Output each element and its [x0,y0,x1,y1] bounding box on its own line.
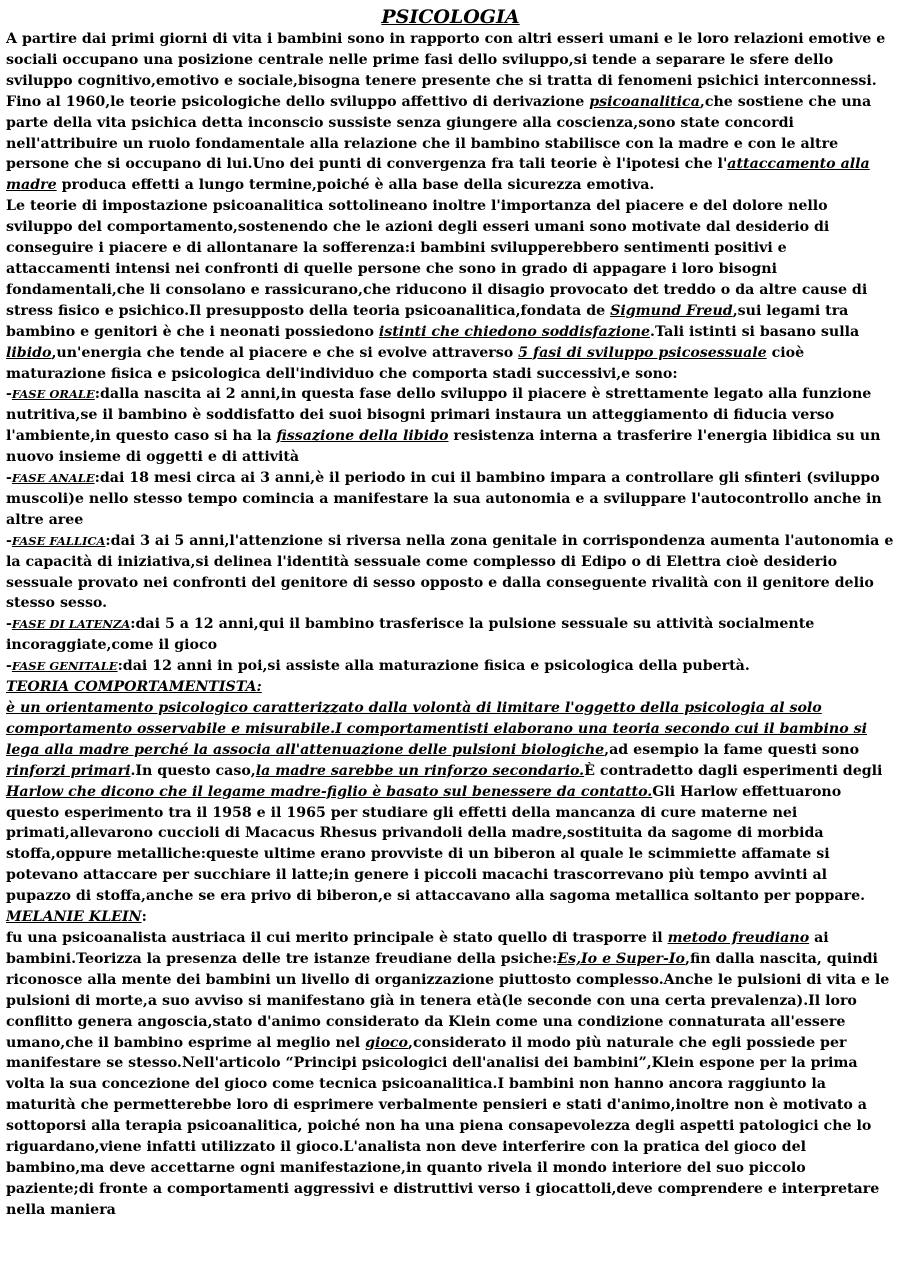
text-run: produca effetti a lungo termine,poiché è alla base della sicurezza emotiva. [56,177,655,194]
emphasized-text: psicoanalitica [589,93,700,110]
emphasized-text: 5 fasi di sviluppo psicosessuale [518,344,767,361]
paragraph [6,468,895,531]
text-run: A partire dai primi giorni di vita i bambini sono in rapporto con altri esseri umani e le loro relazioni emotive e sociali occupano una posizione centrale nelle prime fasi dello sviluppo,si tende a separare le sfere dello sviluppo cognitivo,emotivo e sociale,bisogna tenere presente che si tratta di fenomeni psichici interconnessi. [6,31,886,89]
text-run: È contradetto dagli esperimenti degli [584,762,883,779]
paragraph [6,196,895,384]
text-run: - [6,658,12,675]
emphasized-text: FASE GENITALE [11,659,118,674]
text-run: cioè maturazione fisica e psicologica dell'individuo che comporta stadi successivi,e sono: [6,344,805,382]
text-run: ,un'energia che tende al piacere e che si evolve attraverso [51,344,519,361]
text-run: ,sui legami tra bambino e genitori è che i neonati possiedono [6,302,849,340]
paragraph [6,29,895,92]
text-run: resistenza interna a trasferire l'energia libidica su un nuovo insieme di oggetti e di attività [6,428,881,466]
emphasized-text: la madre sarebbe un rinforzo secondario. [255,762,585,779]
text-run: Fino al 1960,le teorie psicologiche dello sviluppo affettivo di derivazione [6,93,590,110]
emphasized-text: I comportamentisti elaborano una teoria secondo cui il bambino si lega alla madre perché la associa all'attenuazione delle pulsioni biologiche [6,720,867,758]
text-run: .Tali istinti si basano sulla [650,323,860,340]
text-run: :dai 3 ai 5 anni,l'attenzione si riversa nella zona genitale in corrispondenza aumenta l'autonomia e la capacità di iniziativa,si delinea l'identità sessuale come complesso di Edipo o di Elettra cioè desiderio sessuale provato nei confronti del genitore di sesso opposto e dalla conseguente rivalità con il genitore delio stesso sesso. [6,532,894,612]
emphasized-text: Es,Io e Super-Io [557,950,686,967]
text-run: :dai 18 mesi circa ai 3 anni,è il periodo in cui il bambino impara a controllare gli sfinteri (sviluppo muscoli)e nello stesso tempo comincia a manifestare la sua autonomia e a sviluppare l'autocontrollo anche in altre aree [6,470,882,528]
emphasized-text: è un orientamento psicologico caratterizzato dalla volontà di limitare l'oggetto della psicologia al solo comportamento osservabile e misurabile. [6,700,822,737]
paragraph [6,384,895,468]
emphasized-text: FASE ORALE [11,387,95,402]
text-run: - [6,470,12,487]
emphasized-text: FASE FALLICA [11,533,106,548]
paragraph [6,614,895,656]
emphasized-text: Sigmund Freud [610,302,733,319]
section-heading: MELANIE KLEIN [6,909,142,926]
text-run: ,considerato il modo più naturale che egli possiede per manifestare se stesso.Nell'articolo “Principi psicologici dell'analisi dei bambini”,Klein espone per la prima volta la sua concezione del gioco come tecnica psicoanalitica.I bambini non hanno ancora raggiunto la maturità che permetterebbe loro di esprimere verbalmente pensieri e stati d'animo,inoltre non è motivato a sottoporsi alla terapia psicoanalitica, poiché non ha una piena consapevolezza degli aspetti patologici che lo riguardano,viene infatti utilizzato il gioco.L'analista non deve interferire con la pratica del gioco del bambino,ma deve accettarne ogni manifestazione,in quanto rivela il mondo interiore del suo piccolo paziente;di fronte a comportamenti aggressivi e distruttivi verso i giocattoli,deve comprendere e interpretare nella maniera [6,1034,880,1218]
emphasized-text: FASE DI LATENZA [11,617,131,632]
text-run: - [6,386,12,403]
emphasized-text: rinforzi primari [6,762,131,779]
paragraph [6,907,895,928]
section-heading: TEORIA COMPORTAMENTISTA: [6,679,262,696]
text-run: :dai 5 a 12 anni,qui il bambino trasferisce la pulsione sessuale su attività socialmente incoraggiate,come il gioco [6,616,815,654]
document-body [6,29,895,1221]
emphasized-text: FASE ANALE [11,471,95,486]
emphasized-text: istinti che chiedono soddisfazione [378,323,650,340]
paragraph [6,531,895,615]
text-run: ,che sostiene che una parte della vita psichica detta inconscio sussiste senza giungere alla coscienza,sono state concordi nell'attribuire un ruolo fondamentale alla relazione che il bambino stabilisce con la madre e con le altre persone che si occupano di lui.Uno dei punti di convergenza fra tali teorie è l'ipotesi che l' [6,93,872,173]
text-run: ,ad esempio la fame questi sono [604,741,860,758]
emphasized-text: attaccamento alla madre [6,156,870,194]
text-run: :dai 12 anni in poi,si assiste alla maturazione fisica e psicologica della pubertà. [117,658,750,675]
text-run: .In questo caso, [130,762,256,779]
text-run: fu una psicoanalista austriaca il cui merito principale è stato quello di trasporre il [6,929,668,946]
paragraph [6,677,895,698]
emphasized-text: fissazione della libido [276,428,449,445]
text-run: - [6,616,12,633]
paragraph [6,656,895,677]
text-run: - [6,532,12,549]
text-run: ,fin dalla nascita, quindi riconosce alla mente dei bambini un livello di organizzazione piuttosto complesso.Anche le pulsioni di vita e le pulsioni di morte,a suo avviso si manifestano già in tenera età(le seconde con una certa prevalenza).Il loro conflitto genera angoscia,stato d'animo considerato da Klein come una condizione connaturata all'essere umano,che il bambino esprime al meglio nel [6,950,890,1051]
paragraph [6,92,895,197]
emphasized-text: metodo freudiano [667,929,810,946]
text-run: ai bambini.Teorizza la presenza delle tre istanze freudiane della psiche: [6,929,829,967]
paragraph [6,928,895,1221]
emphasized-text: Harlow che dicono che il legame madre-figlio è basato sul benessere da contatto. [6,783,653,800]
emphasized-text: gioco [365,1034,409,1051]
paragraph [6,698,895,907]
text-run: Gli Harlow effettuarono questo esperimento tra il 1958 e il 1965 per studiare gli effetti della mancanza di cure materne nei primati,allevarono cuccioli di Macacus Rhesus privandoli della madre,sostituita da sagome di morbida stoffa,oppure metalliche:queste ultime erano provviste di un biberon al quale le scimmiette affamate si potevano attaccare per succhiare il latte;in genere i piccoli macachi trascorrevano più tempo avvinti al pupazzo di stoffa,anche se era privo di biberon,e si attaccavano alla sagoma metallica soltanto per poppare. [6,783,866,905]
emphasized-text: libido [6,344,52,361]
page-title: PSICOLOGIA [381,6,520,28]
text-run: :dalla nascita ai 2 anni,in questa fase dello sviluppo il piacere è strettamente legato alla funzione nutritiva,se il bambino è soddisfatto dei suoi bisogni primari instaura un atteggiamento di fiducia verso l'ambiente,in questo caso si ha la [6,386,872,445]
text-run: Le teorie di impostazione psicoanalitica sottolineano inoltre l'importanza del piacere e del dolore nello sviluppo del comportamento,sostenendo che le azioni degli esseri umani sono motivate dal desiderio di conseguire i piacere e di allontanare la sofferenza:i bambini svilupperebbero sentimenti positivi e attaccamenti intensi nei confronti di quelle persone che sono in grado di appagare i loro bisogni fondamentali,che li consolano e rassicurano,che riducono il disagio provocato det treddo o da altre cause di stress fisico e psichico.Il presupposto della teoria psicoanalitica,fondata de [6,198,868,319]
text-run: : [141,909,147,926]
